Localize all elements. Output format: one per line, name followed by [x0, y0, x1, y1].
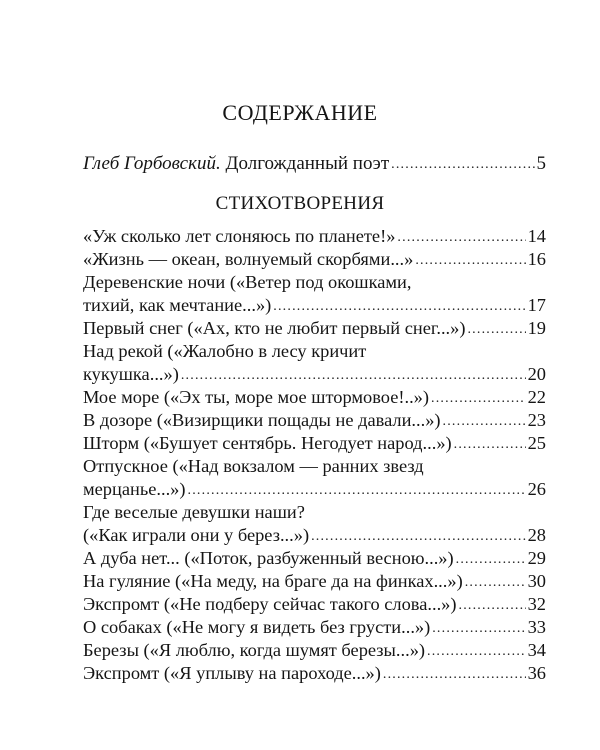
toc-entry-line	[83, 340, 546, 363]
toc-entry-last-line	[83, 616, 546, 639]
dot-leader	[383, 663, 526, 686]
toc-entry-last-line	[83, 524, 546, 547]
dot-leader	[454, 433, 526, 456]
dot-leader	[443, 410, 526, 433]
dot-leader	[181, 364, 526, 387]
toc-page-number: 16	[527, 249, 546, 269]
dot-leader	[188, 479, 526, 502]
dot-leader	[415, 249, 525, 272]
toc-page-number: 32	[527, 594, 546, 614]
intro-entry	[83, 153, 546, 175]
toc-entry-last-line	[83, 317, 546, 340]
dot-leader	[456, 548, 526, 571]
toc-page-number: 34	[527, 640, 546, 660]
toc-entry	[83, 547, 546, 570]
toc-page-number: 22	[527, 387, 546, 407]
toc-entry	[83, 432, 546, 455]
intro-title: Долгожданный поэт	[225, 153, 390, 174]
toc-entry-last-line	[83, 478, 546, 501]
toc-entry-title: Березы («Я люблю, когда шумят березы...»)	[83, 640, 426, 660]
toc-entry	[83, 662, 546, 685]
toc-entry-last-line	[83, 225, 546, 248]
toc-entry-last-line	[83, 547, 546, 570]
intro-author: Глеб Горбовский.	[83, 153, 221, 174]
toc-entry	[83, 593, 546, 616]
toc-entry	[83, 570, 546, 593]
toc-entry-last-line	[83, 363, 546, 386]
dot-leader	[397, 226, 525, 249]
toc-entry	[83, 639, 546, 662]
dot-leader	[427, 640, 526, 663]
toc-page-number: 36	[527, 663, 546, 683]
toc-entry-line	[83, 501, 546, 524]
dot-leader	[432, 617, 525, 640]
intro-page-number: 5	[536, 153, 546, 174]
toc-entry-title: «Уж сколько лет слоняюсь по планете!»	[83, 226, 396, 246]
toc-entry	[83, 225, 546, 248]
toc-entry-line	[83, 455, 546, 478]
toc-entry-title: Над рекой («Жалобно в лесу кричит	[83, 341, 367, 361]
toc-page-number: 33	[527, 617, 546, 637]
toc-page-number: 14	[527, 226, 546, 246]
toc-entry-title: Шторм («Бушует сентябрь. Негодует народ...»)	[83, 433, 452, 453]
dot-leader	[391, 157, 534, 173]
toc-entry-last-line	[83, 386, 546, 409]
toc-entry-title: тихий, как мечтание...»)	[83, 295, 272, 315]
toc-entry-last-line	[83, 593, 546, 616]
toc-entry-title: А дуба нет... («Поток, разбуженный весною...»)	[83, 548, 454, 568]
toc-entry	[83, 271, 546, 317]
toc-entry	[83, 317, 546, 340]
toc-page-number: 17	[527, 295, 546, 315]
toc-entry-title: Мое море («Эх ты, море мое штормовое!..»)	[83, 387, 429, 407]
toc-page-number: 23	[527, 410, 546, 430]
toc-entry-last-line	[83, 570, 546, 593]
toc-page-number: 19	[527, 318, 546, 338]
toc-entry-title: кукушка...»)	[83, 364, 179, 384]
toc-page-number: 20	[527, 364, 546, 384]
dot-leader	[311, 525, 526, 548]
toc-entry	[83, 455, 546, 501]
toc-entry-title: О собаках («Не могу я видеть без грусти...»)	[83, 617, 431, 637]
toc-entry-title: На гуляние («На меду, на браге да на финках...»)	[83, 571, 463, 591]
toc-entry	[83, 616, 546, 639]
toc-page-number: 30	[527, 571, 546, 591]
toc-entry-last-line	[83, 639, 546, 662]
toc-entry-title: Экспромт («Не подберу сейчас такого слова...»)	[83, 594, 457, 614]
dot-leader	[459, 594, 526, 617]
toc-entry-title: Отпускное («Над вокзалом — ранних звезд	[83, 456, 424, 476]
dot-leader	[467, 318, 525, 341]
toc-entry-line	[83, 271, 546, 294]
toc-entry-title: Деревенские ночи («Ветер под окошками,	[83, 272, 412, 292]
dot-leader	[273, 295, 525, 318]
toc-entry-title: В дозоре («Визирщики пощады не давали...»)	[83, 410, 441, 430]
toc-entry-title: «Жизнь — океан, волнуемый скорбями...»	[83, 249, 414, 269]
toc-entry	[83, 409, 546, 432]
dot-leader	[465, 571, 526, 594]
toc-entry-last-line	[83, 662, 546, 685]
toc-entry-last-line	[83, 409, 546, 432]
dot-leader	[431, 387, 526, 410]
toc-page-number: 28	[527, 525, 546, 545]
toc-page-number: 25	[527, 433, 546, 453]
toc-entry-title: («Как играли они у берез...»)	[83, 525, 310, 545]
toc-page-number: 26	[527, 479, 546, 499]
toc-list	[83, 225, 546, 685]
toc-entry-title: Экспромт («Я уплыву на пароходе...»)	[83, 663, 381, 683]
toc-entry	[83, 248, 546, 271]
toc-entry	[83, 386, 546, 409]
toc-page-number: 29	[527, 548, 546, 568]
page-title: СОДЕРЖАНИЕ	[222, 100, 378, 125]
toc-entry-title: мерцанье...»)	[83, 479, 186, 499]
toc-entry	[83, 501, 546, 547]
toc-entry-title: Первый снег («Ах, кто не любит первый снег...»)	[83, 318, 466, 338]
toc-entry	[83, 340, 546, 386]
toc-entry-title: Где веселые девушки наши?	[83, 502, 305, 522]
section-title: СТИХОТВОРЕНИЯ	[215, 193, 385, 214]
toc-entry-last-line	[83, 294, 546, 317]
toc-entry-last-line	[83, 432, 546, 455]
toc-entry-last-line	[83, 248, 546, 271]
